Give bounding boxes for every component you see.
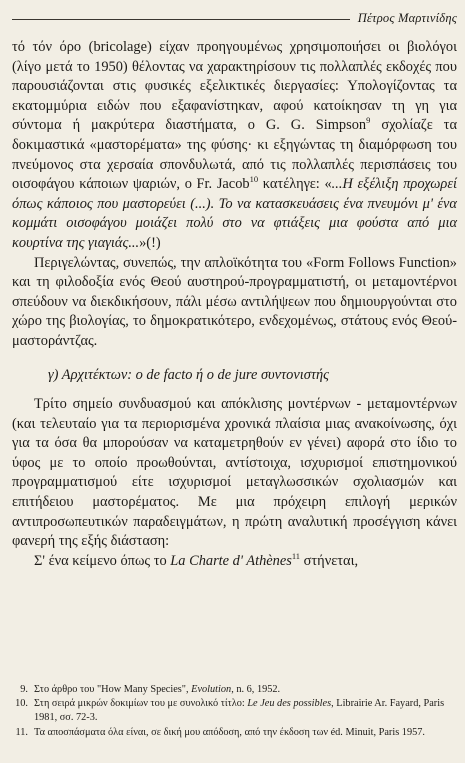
paragraph-1-text-b: σχολίαζε τα δοκιμαστικά «μαστορέματα» της φύσης· κι εξηγώντας τη διαμόρφωση του πνεύμονος στα χερσαία σπονδυλωτά, από τις πολλαπλές περισπάσεις του οισοφάγου κάποιων ψαριών, ο Fr. Jacob	[12, 117, 458, 193]
footnote-ref-9[interactable]: 9	[366, 115, 371, 126]
footnote-ref-11[interactable]: 11	[291, 551, 301, 562]
paragraph-1-text-a: τό τόν όρο (bricolage) είχαν προηγουμένως χρησιμοποιήσει οι βιολόγοι (λίγο μετά το 1950) θέλοντας να χαρακτηρίσουν τις πολλαπλές εκδοχές που παρουσιάζονται στις φυσικές εξελικτικές διεργασίες: Υπολογίζοντας τα εκατομμύρια ειδών που εξαφανίστηκαν, αφού κατοίκησαν τη γη για σύντομα ή μακρύτερα διαστήματα, ο G. G. Simpson	[12, 39, 457, 134]
paragraph-2: Περιγελώντας, συνεπώς, την απλοϊκότητα του «Form Follows Function» και τη φιλοδοξία ενός Θεού αυστηρού-προγραμματιστή, οι μεταμοντέρνοι σπεύδουν να διεκδικήσουν, πάλι μέσω αντιλήψεων που δημιουργούνται στο χώρο της βιολογίας, το δημοκρατικότερο, ενδεχομένως, στάτους ενός Θεού-μαστοράντζας.	[12, 254, 457, 349]
paragraph-4-text-a: Σ' ένα κείμενο όπως το	[34, 552, 171, 569]
footnote-ref-10[interactable]: 10	[249, 174, 259, 185]
paragraph-1-text-d: »(!)	[139, 234, 161, 251]
paragraph-3: Τρίτο σημείο συνδυασμού και απόκλισης μοντέρνων - μεταμοντέρνων (και τελευταίο για τα περιορισμένα χρονικά πλαίσια μιας ανακοίνωσης, όχι για τα όσα θα μπορούσαν να καταμετρηθούν εν γένει) αφορά στο ίδιο το ύφος με το οποίο προωθούνται, αντίστοιχα, ισχυρισμοί επιστημονικού προγραμματισμού είτε ισχυρισμοί μεταγλωσσικών σχολιασμών και επιτήδειου μαστορέματος. Με μια πρόχειρη επιλογή μερικών αντιπροσωπευτικών παραδειγμάτων, η πρώτη αναλυτική προσέγγιση κάνει φανερή της εξής διάσταση:	[12, 396, 457, 550]
footnote-italic: Evolution	[191, 684, 232, 695]
running-header	[12, 9, 457, 27]
footnote-11	[12, 726, 457, 740]
charte-title: La Charte d' Athènes	[170, 552, 292, 569]
footnote-number: 9.	[20, 684, 28, 695]
footnote-number: 11.	[15, 726, 28, 738]
footnote-text-a: Στο άρθρο του "How Many Species",	[34, 684, 192, 695]
body-text	[12, 38, 457, 571]
footnotes	[12, 683, 457, 740]
footnote-text	[34, 726, 457, 740]
paragraph-4	[12, 552, 457, 572]
paragraph-4-text-b: στήνεται,	[300, 552, 359, 569]
footnote-10	[12, 697, 457, 725]
header-rule	[12, 19, 350, 20]
paragraph-1-text-c: κατέληγε: «	[258, 176, 332, 193]
footnote-italic: Le Jeu des possibles	[247, 698, 332, 710]
header-author: Πέτρος Μαρτινίδης	[357, 10, 457, 25]
footnote-text-b: , n. 6, 1952.	[231, 684, 281, 695]
footnote-text-b: , Librairie Ar. Fayard, Paris 1981, σσ. 72-3.	[34, 698, 445, 724]
footnote-text	[34, 683, 457, 697]
footnote-9	[12, 683, 457, 697]
paragraph-1	[12, 38, 457, 254]
footnote-text-a: Στη σειρά μικρών δοκιμίων του με συνολικό τίτλο:	[34, 698, 248, 710]
footnote-text	[34, 697, 457, 725]
section-heading: γ) Αρχιτέκτων: ο de facto ή ο de jure συντονιστής	[48, 366, 329, 383]
footnote-text-a: Τα αποσπάσματα όλα είναι, σε δική μου απόδοση, από την έκδοση των éd. Minuit, Paris 1957.	[34, 726, 425, 738]
jacob-quote: ...Η εξέλιξη προχωρεί όπως κάποιος που μαστορεύει (...). Το να κατασκευάσεις ένα πνευμόνι μ' ένα κομμάτι οισοφάγου μοιάζει πολύ στο να φτιάξεις μια φούστα από μια κουρτίνα της γιαγιάς...	[12, 176, 457, 251]
footnote-number: 10.	[15, 698, 28, 710]
